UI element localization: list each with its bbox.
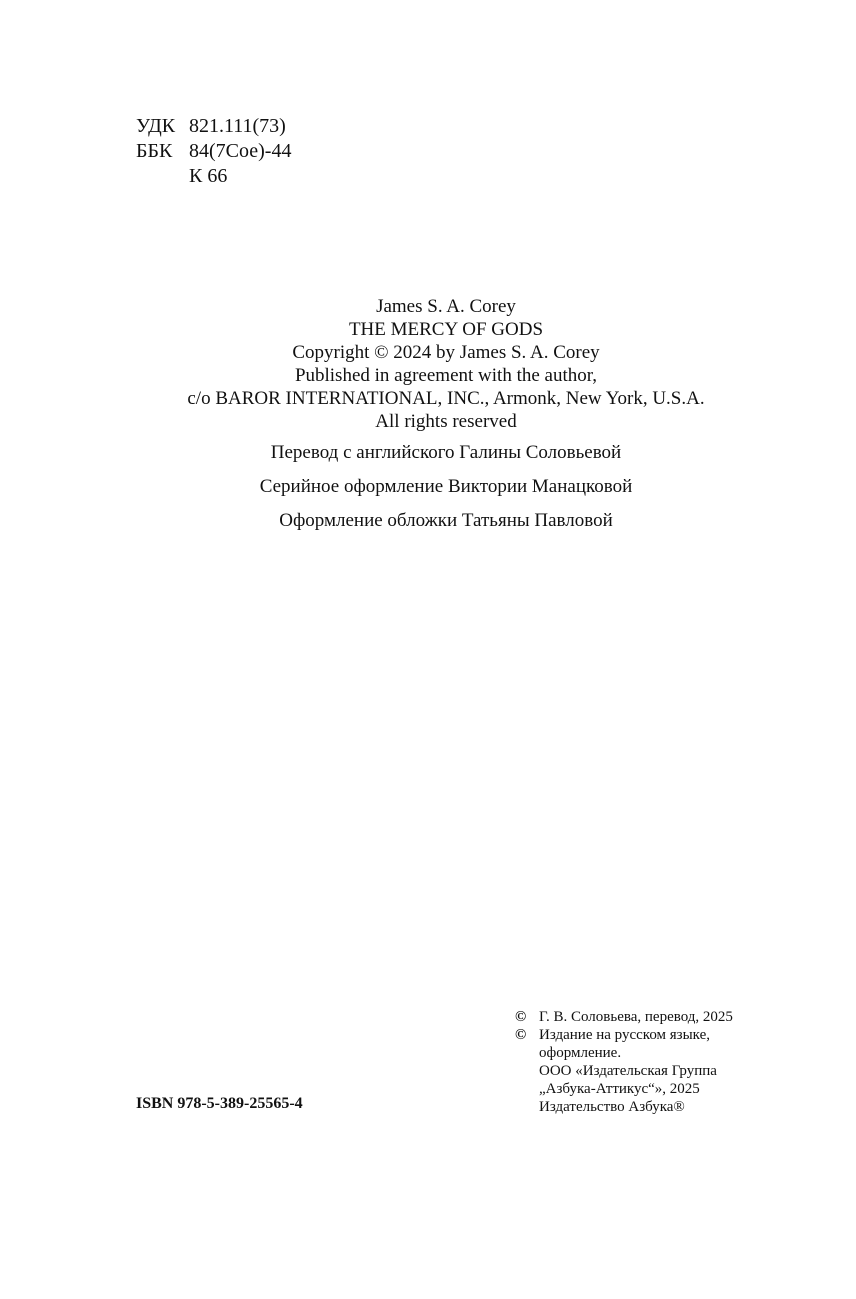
series-design-credit: Серийное оформление Виктории Манацковой [259,476,633,497]
literary-agency: c/o BAROR INTERNATIONAL, INC., Armonk, New York, U.S.A. [187,388,705,409]
edition-copyright-text [539,1026,717,1116]
classification-block [136,114,291,189]
translation-copyright-line: Г. В. Соловьева, перевод, 2025 [539,1009,733,1025]
edition-copyright [515,1026,733,1116]
original-title: THE MERCY OF GODS [348,319,544,340]
classification-bbk [136,139,291,164]
classification-value: К 66 [189,165,228,187]
classification-value: 84(7Сое)-44 [189,140,292,162]
copyright-symbol: © [515,1009,527,1025]
rights-block [0,295,856,433]
classification-value: 821.111(73) [189,115,286,137]
credits-block [0,441,856,543]
edition-copyright-line: Издательство Азбука® [539,1099,685,1115]
translation-copyright [515,1008,733,1026]
publication-agreement: Published in agreement with the author, [294,365,598,386]
original-author: James S. A. Corey [376,296,516,317]
translator-credit: Перевод с английского Галины Соловьевой [270,442,622,463]
classification-key [136,164,189,189]
rights-reserved: All rights reserved [375,411,517,432]
translation-copyright-text [539,1008,733,1026]
copyright-line: Copyright © 2024 by James S. A. Corey [292,342,600,363]
isbn: ISBN 978-5-389-25565-4 [136,1095,303,1112]
edition-copyright-line: оформление. [539,1045,622,1061]
edition-copyright-line: ООО «Издательская Группа [539,1063,717,1079]
edition-copyright-line: Издание на русском языке, [539,1027,710,1043]
classification-key: УДК [136,115,176,137]
copyright-symbol: © [515,1027,527,1043]
classification-udk [136,114,291,139]
cover-design-credit: Оформление обложки Татьяны Павловой [279,510,613,531]
edition-copyright-line: „Азбука-Аттикус“», 2025 [539,1081,700,1097]
classification-author-mark [136,164,291,189]
classification-key: ББК [136,140,173,162]
copyright-notices [515,1008,733,1116]
